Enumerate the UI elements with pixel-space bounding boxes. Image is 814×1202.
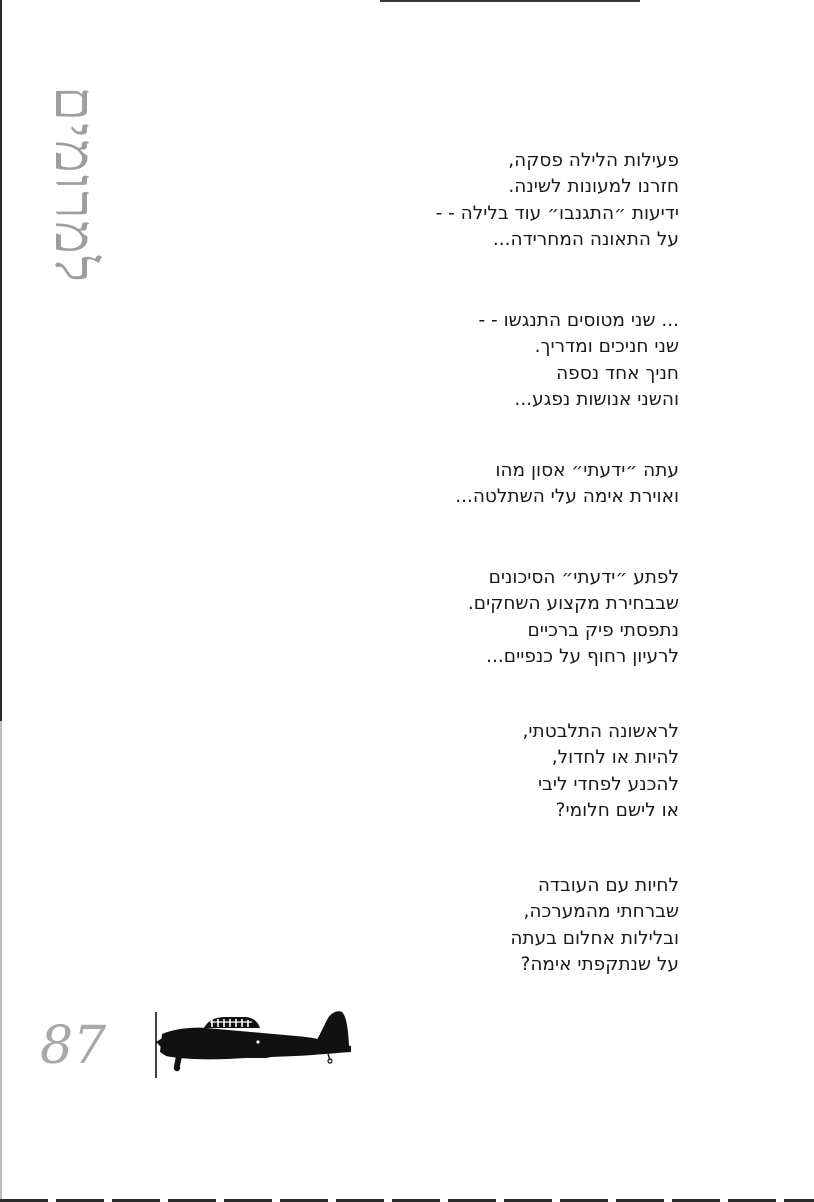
- running-title: למרומים: [42, 86, 107, 285]
- poem-line: או לישם חלומי?: [555, 799, 679, 821]
- stanza-2: [319, 308, 679, 413]
- poem-line: שבבחירת מקצוע השחקים.: [467, 593, 679, 615]
- poem-line: חניך אחד נספה: [556, 362, 679, 384]
- poem-line: לרעיון רחוף על כנפיים...: [486, 645, 679, 667]
- poem-line: ובלילות אחלום בעתה: [510, 927, 679, 949]
- stanza-6: [319, 873, 679, 978]
- poem-line: והשני אנושות נפגע...: [514, 388, 679, 410]
- stanza-1: [319, 148, 679, 253]
- poem-line: פעילות הלילה פסקה,: [508, 150, 679, 171]
- poem-line: חזרנו למעונות לשינה.: [508, 176, 679, 198]
- poem-line: שברחתי מהמערכה,: [523, 901, 679, 923]
- poem-line: להכנע לפחדי ליבי: [537, 773, 679, 795]
- poem-line: נתפסתי פיק ברכיים: [527, 619, 679, 641]
- page-number: 87: [40, 1016, 107, 1076]
- poem-line: עתה ״ידעתי״ אסון מהו: [495, 460, 679, 481]
- poem-line: לפתע ״ידעתי״ הסיכונים: [488, 567, 679, 588]
- poem-line: ... שני מטוסים התנגשו - -: [478, 310, 679, 331]
- stanza-5: [319, 719, 679, 824]
- airplane-silhouette-icon: [146, 1006, 356, 1078]
- page-edge-left: [0, 0, 2, 1202]
- poem-line: לראשונה התלבטתי,: [522, 721, 679, 742]
- poem-line: על התאונה המחרידה...: [492, 228, 679, 250]
- poem-line: שני חניכים ומדריך.: [534, 336, 679, 358]
- poem-line: לחיות עם העובדה: [537, 875, 679, 896]
- poem-line: ידיעות ״התגנבו״ עוד בלילה - -: [435, 202, 679, 224]
- stanza-4: [319, 565, 679, 670]
- poem-line: ואוירת אימה עלי השתלטה...: [455, 486, 679, 508]
- poem-line: להיות או לחדול,: [551, 747, 679, 769]
- page-edge-top: [380, 0, 640, 2]
- stanza-3: [319, 458, 679, 511]
- poem-line: על שנתקפתי אימה?: [520, 953, 679, 975]
